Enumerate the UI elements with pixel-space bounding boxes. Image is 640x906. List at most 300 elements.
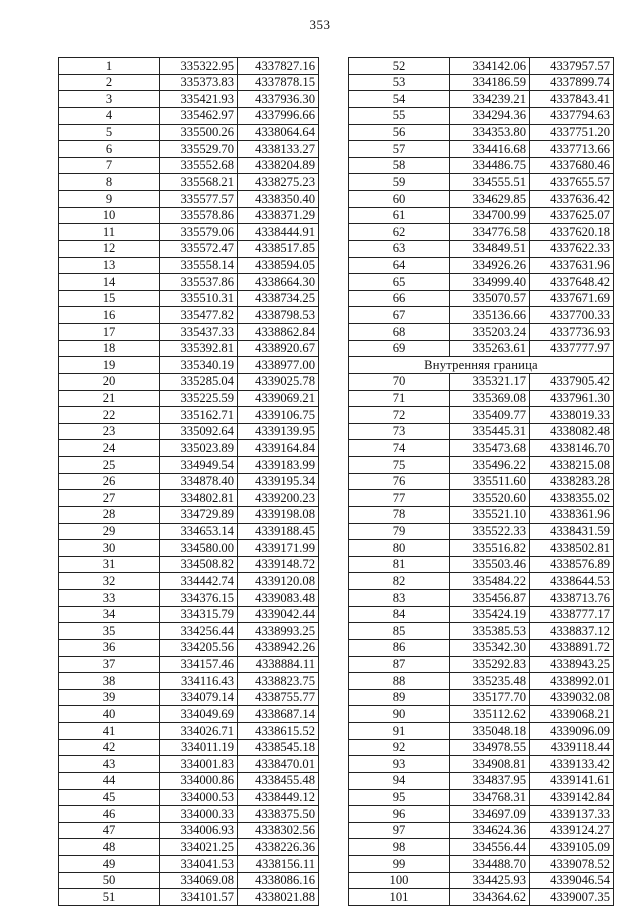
- y-coordinate: 4339188.45: [238, 523, 319, 540]
- point-number: 39: [59, 689, 160, 706]
- point-number: 18: [59, 340, 160, 357]
- table-row: [59, 723, 319, 740]
- y-coordinate: 4338823.75: [238, 673, 319, 690]
- x-coordinate: 335552.68: [160, 157, 238, 174]
- table-row: [349, 157, 614, 174]
- x-coordinate: 335136.66: [450, 307, 530, 324]
- point-number: 48: [59, 839, 160, 856]
- x-coordinate: 334021.25: [160, 839, 238, 856]
- table-row: [349, 540, 614, 557]
- x-coordinate: 335385.53: [450, 623, 530, 640]
- table-row: [59, 490, 319, 507]
- point-number: 29: [59, 523, 160, 540]
- point-number: 4: [59, 107, 160, 124]
- x-coordinate: 334653.14: [160, 523, 238, 540]
- point-number: 49: [59, 856, 160, 873]
- y-coordinate: 4337636.42: [530, 191, 614, 208]
- point-number: 89: [349, 689, 450, 706]
- table-row: [59, 124, 319, 141]
- y-coordinate: 4338064.64: [238, 124, 319, 141]
- y-coordinate: 4338086.16: [238, 872, 319, 889]
- x-coordinate: 334508.82: [160, 556, 238, 573]
- y-coordinate: 4338470.01: [238, 756, 319, 773]
- table-row: [59, 224, 319, 241]
- y-coordinate: 4338215.08: [530, 457, 614, 474]
- table-row: [59, 556, 319, 573]
- table-row: [349, 91, 614, 108]
- y-coordinate: 4338920.67: [238, 340, 319, 357]
- y-coordinate: 4339183.99: [238, 457, 319, 474]
- x-coordinate: 335477.82: [160, 307, 238, 324]
- table-row: [349, 756, 614, 773]
- y-coordinate: 4338455.48: [238, 772, 319, 789]
- point-number: 61: [349, 207, 450, 224]
- table-row: [59, 506, 319, 523]
- y-coordinate: 4338146.70: [530, 440, 614, 457]
- table-row: [349, 174, 614, 191]
- y-coordinate: 4337655.57: [530, 174, 614, 191]
- point-number: 53: [349, 74, 450, 91]
- point-number: 80: [349, 540, 450, 557]
- table-row: [349, 706, 614, 723]
- table-row: [349, 856, 614, 873]
- table-row: [59, 340, 319, 357]
- table-row: [349, 407, 614, 424]
- table-row: [59, 473, 319, 490]
- table-row: [349, 739, 614, 756]
- table-row: [59, 357, 319, 374]
- x-coordinate: 335568.21: [160, 174, 238, 191]
- y-coordinate: 4339105.09: [530, 839, 614, 856]
- y-coordinate: 4337713.66: [530, 141, 614, 158]
- table-row: [349, 290, 614, 307]
- point-number: 72: [349, 407, 450, 424]
- y-coordinate: 4338777.17: [530, 606, 614, 623]
- x-coordinate: 334908.81: [450, 756, 530, 773]
- x-coordinate: 335070.57: [450, 290, 530, 307]
- table-row: [59, 274, 319, 291]
- x-coordinate: 334999.40: [450, 274, 530, 291]
- y-coordinate: 4338431.59: [530, 523, 614, 540]
- x-coordinate: 335484.22: [450, 573, 530, 590]
- point-number: 17: [59, 324, 160, 341]
- point-number: 82: [349, 573, 450, 590]
- x-coordinate: 335579.06: [160, 224, 238, 241]
- x-coordinate: 335048.18: [450, 723, 530, 740]
- x-coordinate: 335577.57: [160, 191, 238, 208]
- table-row: [349, 889, 614, 906]
- table-row: [59, 423, 319, 440]
- x-coordinate: 335321.17: [450, 373, 530, 390]
- x-coordinate: 335520.60: [450, 490, 530, 507]
- y-coordinate: 4338355.02: [530, 490, 614, 507]
- x-coordinate: 335572.47: [160, 240, 238, 257]
- point-number: 22: [59, 407, 160, 424]
- point-number: 85: [349, 623, 450, 640]
- point-number: 97: [349, 822, 450, 839]
- point-number: 76: [349, 473, 450, 490]
- x-coordinate: 334239.21: [450, 91, 530, 108]
- x-coordinate: 334700.99: [450, 207, 530, 224]
- point-number: 100: [349, 872, 450, 889]
- point-number: 41: [59, 723, 160, 740]
- point-number: 16: [59, 307, 160, 324]
- table-row: [59, 872, 319, 889]
- y-coordinate: 4338082.48: [530, 423, 614, 440]
- table-row: [349, 191, 614, 208]
- table-row: [59, 91, 319, 108]
- point-number: 11: [59, 224, 160, 241]
- y-coordinate: 4337700.33: [530, 307, 614, 324]
- x-coordinate: 335424.19: [450, 606, 530, 623]
- point-number: 99: [349, 856, 450, 873]
- table-row: [59, 673, 319, 690]
- y-coordinate: 4339124.27: [530, 822, 614, 839]
- page-number: 353: [309, 17, 331, 32]
- point-number: 73: [349, 423, 450, 440]
- x-coordinate: 334256.44: [160, 623, 238, 640]
- y-coordinate: 4338687.14: [238, 706, 319, 723]
- point-number: 37: [59, 656, 160, 673]
- y-coordinate: 4338884.11: [238, 656, 319, 673]
- y-coordinate: 4339106.75: [238, 407, 319, 424]
- table-row: [349, 307, 614, 324]
- y-coordinate: 4338302.56: [238, 822, 319, 839]
- table-row: [349, 257, 614, 274]
- x-coordinate: 335516.82: [450, 540, 530, 557]
- y-coordinate: 4339171.99: [238, 540, 319, 557]
- x-coordinate: 334069.08: [160, 872, 238, 889]
- point-number: 78: [349, 506, 450, 523]
- y-coordinate: 4339096.09: [530, 723, 614, 740]
- point-number: 77: [349, 490, 450, 507]
- x-coordinate: 334837.95: [450, 772, 530, 789]
- x-coordinate: 335529.70: [160, 141, 238, 158]
- y-coordinate: 4337625.07: [530, 207, 614, 224]
- table-row: [59, 457, 319, 474]
- x-coordinate: 335092.64: [160, 423, 238, 440]
- point-number: 75: [349, 457, 450, 474]
- x-coordinate: 335409.77: [450, 407, 530, 424]
- x-coordinate: 334776.58: [450, 224, 530, 241]
- x-coordinate: 335112.62: [450, 706, 530, 723]
- y-coordinate: 4337827.16: [238, 58, 319, 75]
- y-coordinate: 4339083.48: [238, 590, 319, 607]
- x-coordinate: 335462.97: [160, 107, 238, 124]
- point-number: 38: [59, 673, 160, 690]
- y-coordinate: 4338204.89: [238, 157, 319, 174]
- table-row: [349, 107, 614, 124]
- y-coordinate: 4339142.84: [530, 789, 614, 806]
- y-coordinate: 4337794.63: [530, 107, 614, 124]
- x-coordinate: 335503.46: [450, 556, 530, 573]
- point-number: 69: [349, 340, 450, 357]
- x-coordinate: 335510.31: [160, 290, 238, 307]
- table-row: [349, 506, 614, 523]
- point-number: 5: [59, 124, 160, 141]
- x-coordinate: 334978.55: [450, 739, 530, 756]
- y-coordinate: 4339198.08: [238, 506, 319, 523]
- x-coordinate: 334364.62: [450, 889, 530, 906]
- x-coordinate: 334294.36: [450, 107, 530, 124]
- point-number: 101: [349, 889, 450, 906]
- y-coordinate: 4338594.05: [238, 257, 319, 274]
- y-coordinate: 4337905.42: [530, 373, 614, 390]
- y-coordinate: 4337622.33: [530, 240, 614, 257]
- y-coordinate: 4338350.40: [238, 191, 319, 208]
- x-coordinate: 335322.95: [160, 58, 238, 75]
- table-row: [349, 423, 614, 440]
- point-number: 23: [59, 423, 160, 440]
- x-coordinate: 334425.93: [450, 872, 530, 889]
- point-number: 31: [59, 556, 160, 573]
- point-number: 96: [349, 806, 450, 823]
- point-number: 70: [349, 373, 450, 390]
- point-number: 13: [59, 257, 160, 274]
- x-coordinate: 335456.87: [450, 590, 530, 607]
- y-coordinate: 4338375.50: [238, 806, 319, 823]
- point-number: 19: [59, 357, 160, 374]
- table-row: [59, 623, 319, 640]
- point-number: 3: [59, 91, 160, 108]
- table-row: [349, 806, 614, 823]
- point-number: 86: [349, 639, 450, 656]
- point-number: 9: [59, 191, 160, 208]
- table-row: [349, 573, 614, 590]
- table-row: [349, 74, 614, 91]
- x-coordinate: 334376.15: [160, 590, 238, 607]
- table-row: [349, 590, 614, 607]
- y-coordinate: 4337996.66: [238, 107, 319, 124]
- y-coordinate: 4339118.44: [530, 739, 614, 756]
- table-row: [59, 74, 319, 91]
- table-row: [59, 590, 319, 607]
- point-number: 98: [349, 839, 450, 856]
- point-number: 12: [59, 240, 160, 257]
- table-row: [349, 274, 614, 291]
- y-coordinate: 4338755.77: [238, 689, 319, 706]
- y-coordinate: 4338502.81: [530, 540, 614, 557]
- table-row: [349, 141, 614, 158]
- point-number: 52: [349, 58, 450, 75]
- x-coordinate: 334142.06: [450, 58, 530, 75]
- table-row: [59, 789, 319, 806]
- table-row: [349, 440, 614, 457]
- table-row: [59, 739, 319, 756]
- point-number: 6: [59, 141, 160, 158]
- y-coordinate: 4338798.53: [238, 307, 319, 324]
- table-row: [349, 224, 614, 241]
- x-coordinate: 335162.71: [160, 407, 238, 424]
- y-coordinate: 4338133.27: [238, 141, 319, 158]
- y-coordinate: 4337631.96: [530, 257, 614, 274]
- y-coordinate: 4337961.30: [530, 390, 614, 407]
- table-row: [349, 556, 614, 573]
- point-number: 87: [349, 656, 450, 673]
- table-row: [349, 839, 614, 856]
- table-row: [349, 340, 614, 357]
- table-row: [59, 290, 319, 307]
- table-row: [59, 307, 319, 324]
- table-row: [349, 124, 614, 141]
- table-row: [349, 872, 614, 889]
- point-number: 32: [59, 573, 160, 590]
- point-number: 56: [349, 124, 450, 141]
- x-coordinate: 334101.57: [160, 889, 238, 906]
- x-coordinate: 335500.26: [160, 124, 238, 141]
- table-row: [349, 789, 614, 806]
- y-coordinate: 4338977.00: [238, 357, 319, 374]
- table-row: [59, 240, 319, 257]
- table-row: [59, 207, 319, 224]
- table-row: [349, 523, 614, 540]
- point-number: 46: [59, 806, 160, 823]
- x-coordinate: 334205.56: [160, 639, 238, 656]
- table-row: [59, 889, 319, 906]
- y-coordinate: 4338862.84: [238, 324, 319, 341]
- table-row: [349, 689, 614, 706]
- point-number: 81: [349, 556, 450, 573]
- y-coordinate: 4337620.18: [530, 224, 614, 241]
- coordinates-table-right: [348, 57, 614, 906]
- y-coordinate: 4339078.52: [530, 856, 614, 873]
- point-number: 47: [59, 822, 160, 839]
- point-number: 71: [349, 390, 450, 407]
- table-row: [59, 191, 319, 208]
- x-coordinate: 334949.54: [160, 457, 238, 474]
- y-coordinate: 4338713.76: [530, 590, 614, 607]
- point-number: 42: [59, 739, 160, 756]
- y-coordinate: 4338517.85: [238, 240, 319, 257]
- y-coordinate: 4338226.36: [238, 839, 319, 856]
- x-coordinate: 334926.26: [450, 257, 530, 274]
- point-number: 44: [59, 772, 160, 789]
- x-coordinate: 335392.81: [160, 340, 238, 357]
- x-coordinate: 335285.04: [160, 373, 238, 390]
- x-coordinate: 335235.48: [450, 673, 530, 690]
- y-coordinate: 4337899.74: [530, 74, 614, 91]
- coordinates-table-left: [58, 57, 319, 906]
- point-number: 8: [59, 174, 160, 191]
- point-number: 34: [59, 606, 160, 623]
- point-number: 93: [349, 756, 450, 773]
- table-row: [59, 689, 319, 706]
- table-row: [59, 639, 319, 656]
- point-number: 58: [349, 157, 450, 174]
- y-coordinate: 4338891.72: [530, 639, 614, 656]
- x-coordinate: 334315.79: [160, 606, 238, 623]
- y-coordinate: 4339068.21: [530, 706, 614, 723]
- y-coordinate: 4339141.61: [530, 772, 614, 789]
- x-coordinate: 334729.89: [160, 506, 238, 523]
- point-number: 50: [59, 872, 160, 889]
- x-coordinate: 334416.68: [450, 141, 530, 158]
- table-row: [59, 772, 319, 789]
- y-coordinate: 4337957.57: [530, 58, 614, 75]
- x-coordinate: 335578.86: [160, 207, 238, 224]
- table-row: [349, 58, 614, 75]
- point-number: 60: [349, 191, 450, 208]
- y-coordinate: 4337648.42: [530, 274, 614, 291]
- table-row: [59, 174, 319, 191]
- table-row: [59, 856, 319, 873]
- y-coordinate: 4338576.89: [530, 556, 614, 573]
- x-coordinate: 335437.33: [160, 324, 238, 341]
- y-coordinate: 4337680.46: [530, 157, 614, 174]
- y-coordinate: 4337736.93: [530, 324, 614, 341]
- table-row: [59, 656, 319, 673]
- point-number: 25: [59, 457, 160, 474]
- table-row: [59, 806, 319, 823]
- x-coordinate: 335292.83: [450, 656, 530, 673]
- y-coordinate: 4338019.33: [530, 407, 614, 424]
- table-row: [349, 457, 614, 474]
- point-number: 24: [59, 440, 160, 457]
- x-coordinate: 334041.53: [160, 856, 238, 873]
- x-coordinate: 335373.83: [160, 74, 238, 91]
- x-coordinate: 334000.86: [160, 772, 238, 789]
- x-coordinate: 335340.19: [160, 357, 238, 374]
- table-row: [59, 407, 319, 424]
- point-number: 62: [349, 224, 450, 241]
- point-number: 7: [59, 157, 160, 174]
- x-coordinate: 335496.22: [450, 457, 530, 474]
- point-number: 28: [59, 506, 160, 523]
- y-coordinate: 4337751.20: [530, 124, 614, 141]
- table-row: [59, 373, 319, 390]
- table-row: [349, 390, 614, 407]
- point-number: 92: [349, 739, 450, 756]
- table-row: [59, 706, 319, 723]
- point-number: 83: [349, 590, 450, 607]
- point-number: 66: [349, 290, 450, 307]
- table-row: [349, 623, 614, 640]
- table-row: [59, 573, 319, 590]
- table-row: [349, 207, 614, 224]
- x-coordinate: 334878.40: [160, 473, 238, 490]
- x-coordinate: 334624.36: [450, 822, 530, 839]
- point-number: 55: [349, 107, 450, 124]
- table-row: [59, 157, 319, 174]
- x-coordinate: 334555.51: [450, 174, 530, 191]
- y-coordinate: 4338361.96: [530, 506, 614, 523]
- x-coordinate: 335522.33: [450, 523, 530, 540]
- x-coordinate: 334353.80: [450, 124, 530, 141]
- x-coordinate: 334079.14: [160, 689, 238, 706]
- section-row: [349, 357, 614, 374]
- point-number: 2: [59, 74, 160, 91]
- table-row: [349, 723, 614, 740]
- point-number: 74: [349, 440, 450, 457]
- y-coordinate: 4339025.78: [238, 373, 319, 390]
- x-coordinate: 334186.59: [450, 74, 530, 91]
- point-number: 20: [59, 373, 160, 390]
- point-number: 68: [349, 324, 450, 341]
- table-row: [349, 473, 614, 490]
- x-coordinate: 335225.59: [160, 390, 238, 407]
- table-row: [349, 673, 614, 690]
- x-coordinate: 335421.93: [160, 91, 238, 108]
- y-coordinate: 4339120.08: [238, 573, 319, 590]
- table-row: [349, 324, 614, 341]
- table-row: [349, 772, 614, 789]
- table-row: [59, 756, 319, 773]
- y-coordinate: 4339032.08: [530, 689, 614, 706]
- point-number: 43: [59, 756, 160, 773]
- section-label: Внутренняя граница: [349, 357, 614, 374]
- y-coordinate: 4338449.12: [238, 789, 319, 806]
- x-coordinate: 334849.51: [450, 240, 530, 257]
